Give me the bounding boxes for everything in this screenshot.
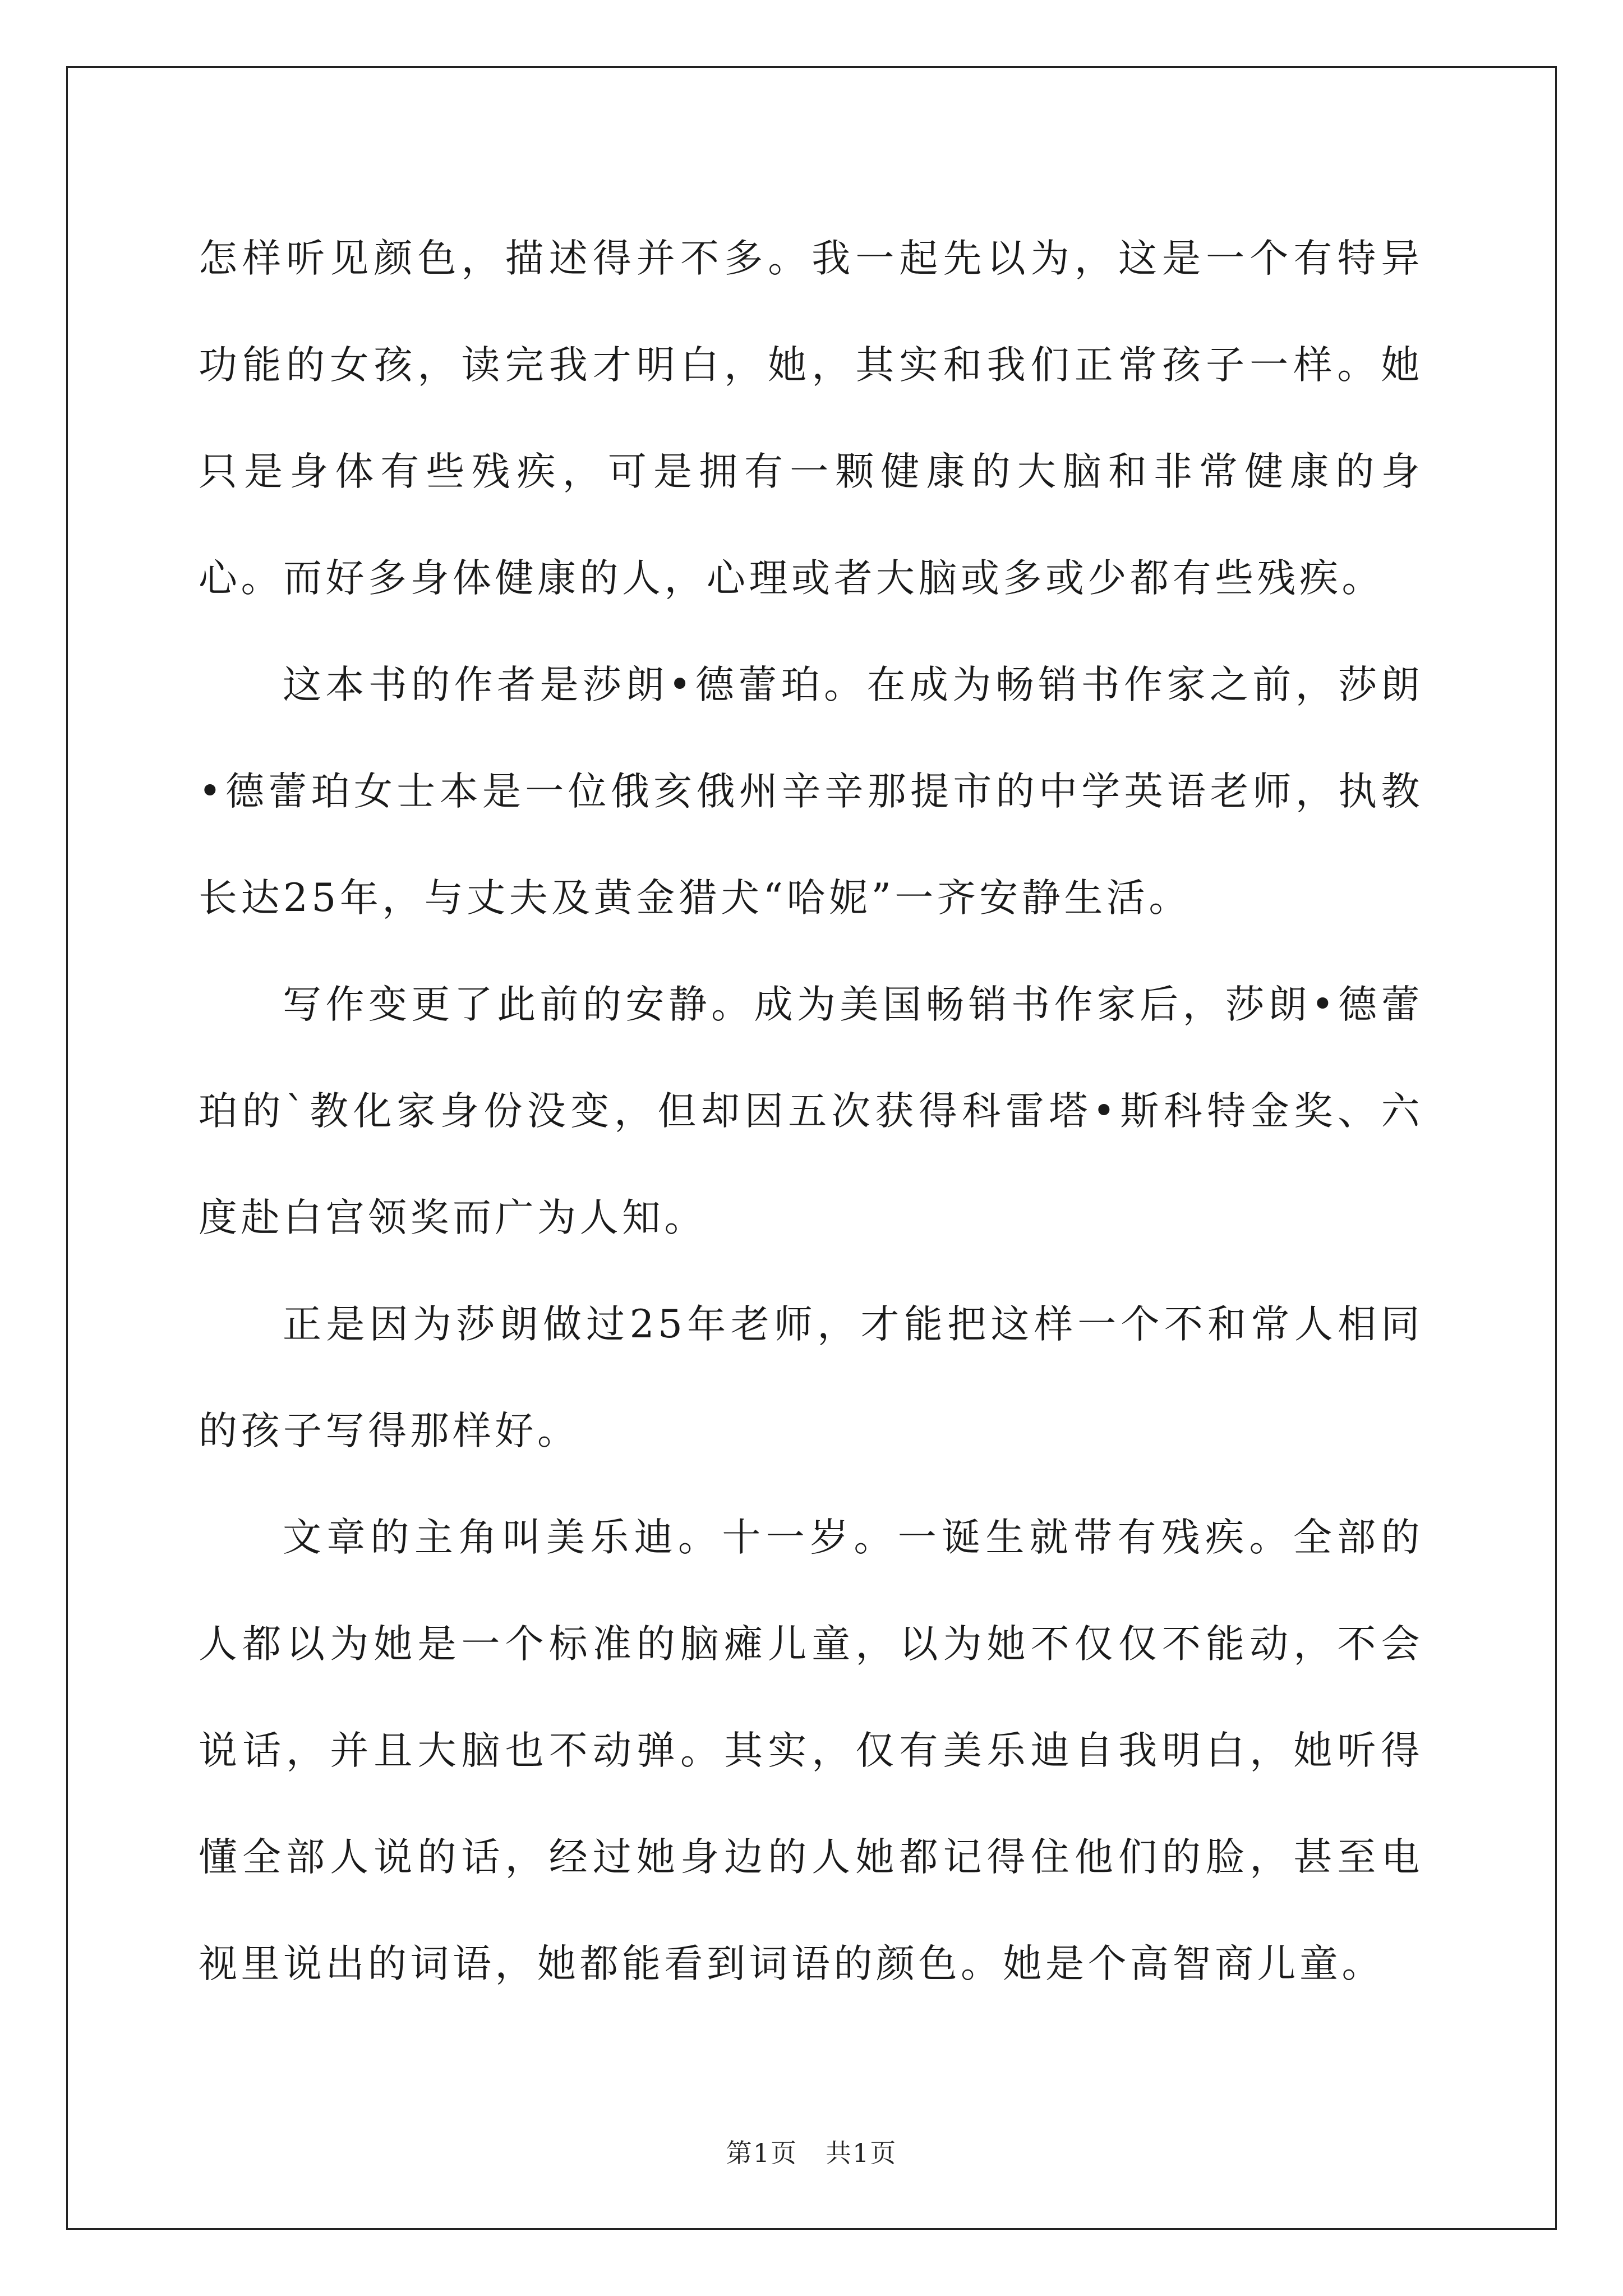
paragraph-author: 这本书的作者是莎朗•德蕾珀。在成为畅销书作家之前，莎朗•德蕾珀女士本是一位俄亥俄州辛辛那提市的中学英语老师，执教长达25年，与丈夫及黄金猎犬“哈妮”一齐安静生活。 — [199, 662, 1423, 921]
page-number-current: 第1页 — [726, 2138, 797, 2168]
paragraph-writing: 写作变更了此前的安静。成为美国畅销书作家后，莎朗•德蕾珀的`教化家身份没变，但却因五次获得科雷塔•斯科特金奖、六度赴白宫领奖而广为人知。 — [199, 982, 1423, 1240]
document-body — [199, 205, 1423, 2017]
page-number-total: 共1页 — [826, 2138, 897, 2168]
page-footer — [0, 2136, 1623, 2170]
paragraph-teacher: 正是因为莎朗做过25年老师，才能把这样一个不和常人相同的孩子写得那样好。 — [199, 1302, 1423, 1453]
paragraph-continuation: 怎样听见颜色，描述得并不多。我一起先以为，这是一个有特异功能的女孩，读完我才明白，她，其实和我们正常孩子一样。她只是身体有些残疾，可是拥有一颗健康的大脑和非常健康的身心。而好多身体健康的人，心理或者大脑或多或少都有些残疾。 — [199, 236, 1423, 601]
paragraph-protagonist: 文章的主角叫美乐迪。十一岁。一诞生就带有残疾。全部的人都以为她是一个标准的脑瘫儿童，以为她不仅仅不能动，不会说话，并且大脑也不动弹。其实，仅有美乐迪自我明白，她听得懂全部人说的话，经过她身边的人她都记得住他们的脸，甚至电视里说出的词语，她都能看到词语的颜色。她是个高智商儿童。 — [199, 1515, 1423, 1986]
